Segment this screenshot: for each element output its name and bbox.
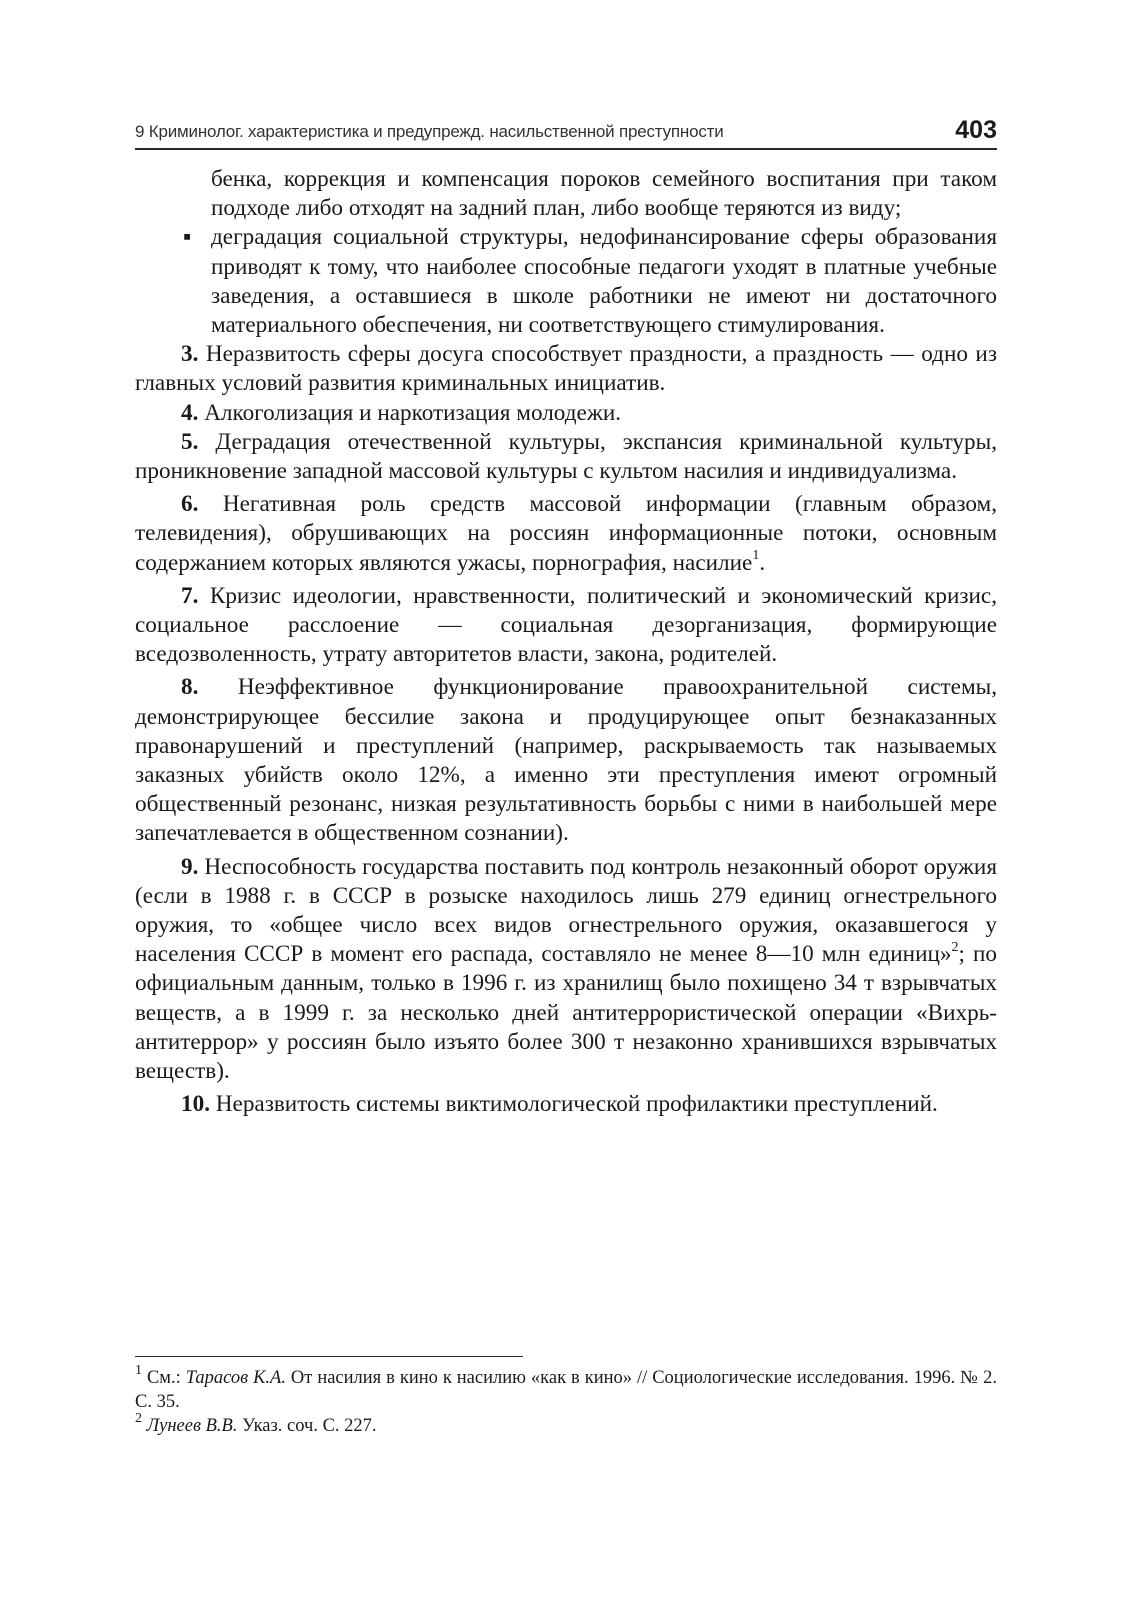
item-text: Неразвитость сферы досуга способствует праздности, а праздность — одно из главных условий развития криминальных инициатив. [135, 341, 997, 397]
item-number: 8. [181, 674, 199, 701]
bullet-marker-icon: ▪ [183, 224, 192, 251]
item-text-tail: . [759, 549, 766, 576]
item-number: 10. [181, 1091, 210, 1118]
list-item-8 [135, 673, 997, 848]
list-item-6 [135, 490, 997, 578]
footnote-divider [135, 1356, 523, 1357]
footnotes [135, 1362, 998, 1438]
footnote-marker: 1 [135, 1362, 142, 1378]
body-text [135, 165, 997, 1120]
item-number: 5. [181, 428, 199, 455]
bullet-item [135, 223, 997, 340]
bullet-text: деградация социальной структуры, недофинансирование сферы образования приводят к тому, что наиболее способные педагоги уходят в платные учебные заведения, а оставшиеся в школе работники не имеют ни достаточного материального обеспечения, ни соответствующего стимулирования. [211, 224, 997, 339]
item-number: 3. [181, 341, 199, 368]
footnote-author: Тарасов К.А. [185, 1368, 286, 1388]
list-item-7 [135, 582, 997, 670]
item-number: 4. [181, 399, 199, 426]
running-title: 9 Криминолог. характеристика и предупрежд. насильственной преступности [135, 122, 724, 141]
item-text: Неспособность государства поставить под контроль незаконный оборот оружия (если в 1988 г. в СССР в розыске находилось лишь 279 единиц огнестрельного оружия, то «общее число всех видов огнестрельного оружия, оказавшегося у населения СССР в момент его распада, составляло не менее 8—10 млн единиц» [135, 853, 998, 968]
footnote-text: От насилия в кино к насилию «как в кино» // Социологические исследования. 1996. № 2. С. 35. [135, 1368, 998, 1412]
page-number: 403 [955, 116, 997, 144]
item-text: Неразвитость системы виктимологической профилактики преступлений. [215, 1091, 938, 1118]
footnote-prefix: См.: [146, 1368, 186, 1388]
item-text: Деградация отечественной культуры, экспансия криминальной культуры, проникновение западной массовой культуры с культом насилия и индивидуализма. [135, 428, 997, 485]
item-text-tail: ; по официальным данным, только в 1996 г. из хранилищ было похищено 34 т взрывчатых веществ, а в 1999 г. за несколько дней антитеррористической операции «Вихрь-антитеррор» у россиян было изъято более 300 т незаконно хранившихся взрывчатых веществ). [135, 941, 998, 1085]
item-text: Кризис идеологии, нравственности, политический и экономический кризис, социальное расслоение — социальная дезорганизация, формирующие вседозволенность, утрату авторитетов власти, закона, родителей. [135, 582, 998, 668]
footnote-ref-1[interactable]: 1 [752, 547, 760, 563]
item-text: Неэффективное функционирование правоохранительной системы, демонстрирующее бессилие закона и продуцирующее опыт безнаказанных правонарушений и преступлений (например, раскрываемость так называемых заказных убийств около 12%, а именно эти преступления имеют огромный общественный резонанс, низкая результативность борьбы с ними в наибольшей мере запечатлевается в общественном сознании). [135, 674, 998, 847]
list-item-4 [135, 399, 997, 428]
item-number: 7. [181, 582, 199, 609]
item-number: 9. [181, 853, 199, 880]
footnote-author: Лунеев В.В. [146, 1416, 238, 1436]
list-item-10 [135, 1090, 997, 1119]
footnote-ref-2[interactable]: 2 [951, 939, 959, 955]
footnote-text: Указ. соч. С. 227. [237, 1416, 377, 1436]
item-text: Негативная роль средств массовой информации (главным образом, телевидения), обрушивающих на россиян информационные потоки, основным содержанием которых являются ужасы, порнография, насилие [135, 491, 997, 576]
list-item-5 [135, 428, 997, 486]
continued-bullet-text: бенка, коррекция и компенсация пороков семейного воспитания при таком подходе либо отходят на задний план, либо вообще теряются из виду; [211, 166, 997, 222]
footnote-2 [135, 1410, 997, 1438]
list-item-3 [135, 340, 997, 398]
footnote-1 [135, 1362, 998, 1414]
list-item-9 [135, 853, 997, 1087]
item-number: 6. [181, 491, 199, 518]
item-text: Алкоголизация и наркотизация молодежи. [204, 399, 622, 426]
running-head [135, 112, 997, 150]
footnote-marker: 2 [135, 1410, 142, 1426]
